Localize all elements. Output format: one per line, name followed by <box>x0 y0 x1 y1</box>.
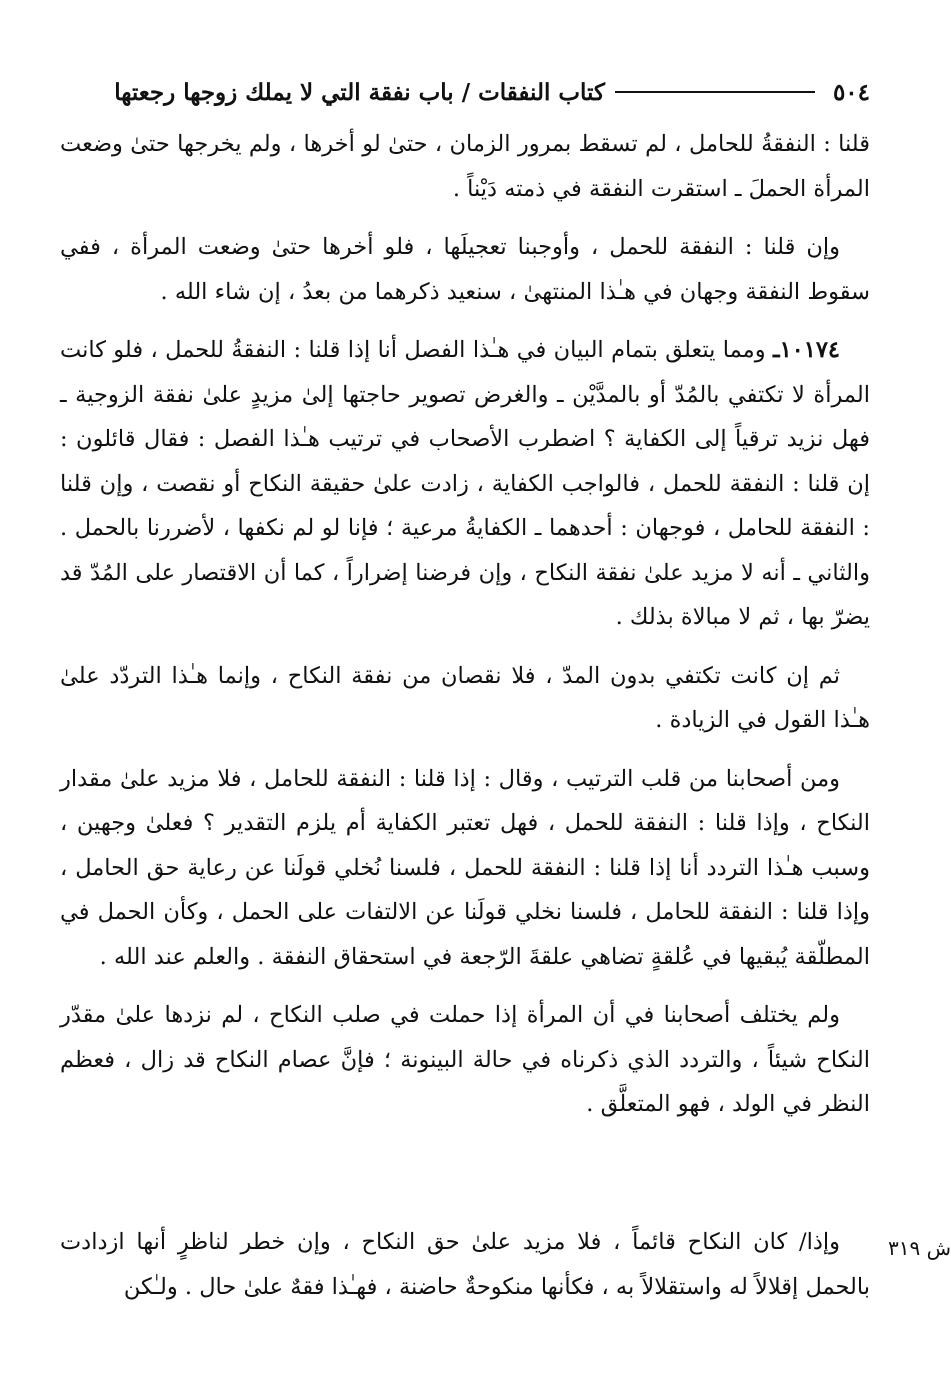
paragraph: وإذا/ كان النكاح قائماً ، فلا مزيد علىٰ حق النكاح ، وإن خطر لناظرٍ أنها ازدادت بالحمل إقلالاً له واستقلالاً به ، فكأنها منكوحةٌ حاضنة ، فهـٰذا فقهٌ علىٰ حال . ولـٰكن <box>60 1229 870 1300</box>
paragraph: ولم يختلف أصحابنا في أن المرأة إذا حملت في صلب النكاح ، لم نزدها علىٰ مقدّر النكاح شيئاً ، والتردد الذي ذكرناه في حالة البينونة ؛ فإنَّ عصام النكاح قد زال ، فعظم النظر في الولد ، فهو المتعلَّق . <box>60 1002 870 1117</box>
paragraph-text: ومما يتعلق بتمام البيان في هـٰذا الفصل أنا إذا قلنا : النفقةُ للحمل ، فلو كانت المرأة لا تكتفي بالمُدّ أو بالمدَّيْن ـ والغرض تصوير حاجتها إلىٰ مزيدٍ علىٰ نفقة الزوجية ـ فهل نزيد ترقياً إلى الكفاية ؟ اضطرب الأصحاب في ترتيب هـٰذا الفصل : فقال قائلون : إن قلنا : النفقة للحمل ، فالواجب الكفاية ، زادت علىٰ حقيقة النكاح أو نقصت ، وإن قلنا : النفقة للحامل ، فوجهان : أحدهما ـ الكفايةُ مرعية ؛ فإنا لو لم نكفها ، لأضررنا بالحمل . والثاني ـ أنه لا مزيد علىٰ نفقة النكاح ، وإن فرضنا إضراراً ، كما أن الاقتصار على المُدّ قد يضرّ بها ، ثم لا مبالاة بذلك . <box>60 337 870 630</box>
running-header <box>60 70 870 114</box>
text-body <box>60 122 870 1127</box>
page-number: ٥٠٤ <box>832 78 870 106</box>
paragraph: ومن أصحابنا من قلب الترتيب ، وقال : إذا قلنا : النفقة للحامل ، فلا مزيد علىٰ مقدار النكاح ، وإذا قلنا : النفقة للحمل ، فهل تعتبر الكفاية أم يلزم التقدير ؟ فعلىٰ وجهين ، وسبب هـٰذا التردد أنا إذا قلنا : النفقة للحمل ، فلسنا نُخلي قولَنا عن رعاية حق الحامل ، وإذا قلنا : النفقة للحامل ، فلسنا نخلي قولَنا عن الالتفات على الحمل ، وكأن الحمل في المطلّقة يُبقيها في عُلقةٍ تضاهي علقةَ الرّجعة في استحقاق النفقة . والعلم عند الله . <box>60 765 870 970</box>
paragraph <box>60 328 870 640</box>
paragraph: ثم إن كانت تكتفي بدون المدّ ، فلا نقصان من نفقة النكاح ، وإنما هـٰذا التردّد علىٰ هـٰذا القول في الزيادة . <box>60 662 870 733</box>
paragraph: وإن قلنا : النفقة للحمل ، وأوجبنا تعجيلَها ، فلو أخرها حتىٰ وضعت المرأة ، ففي سقوط النفقة وجهان في هـٰذا المنتهىٰ ، سنعيد ذكرهما من بعدُ ، إن شاء الله . <box>60 234 870 305</box>
paragraph: قلنا : النفقةُ للحامل ، لم تسقط بمرور الزمان ، حتىٰ لو أخرها ، ولم يخرجها حتىٰ وضعت المرأة الحملَ ـ استقرت النفقة في ذمته دَيْناً . <box>60 131 870 202</box>
manuscript-folio-note: ش ٣١٩ <box>887 1236 951 1260</box>
page-content <box>60 70 870 1141</box>
chapter-title: كتاب النفقات / باب نفقة التي لا يملك زوجها رجعتها <box>114 78 605 106</box>
header-rule <box>615 91 815 93</box>
paragraph-number: ١٠١٧٤ـ <box>772 337 841 363</box>
